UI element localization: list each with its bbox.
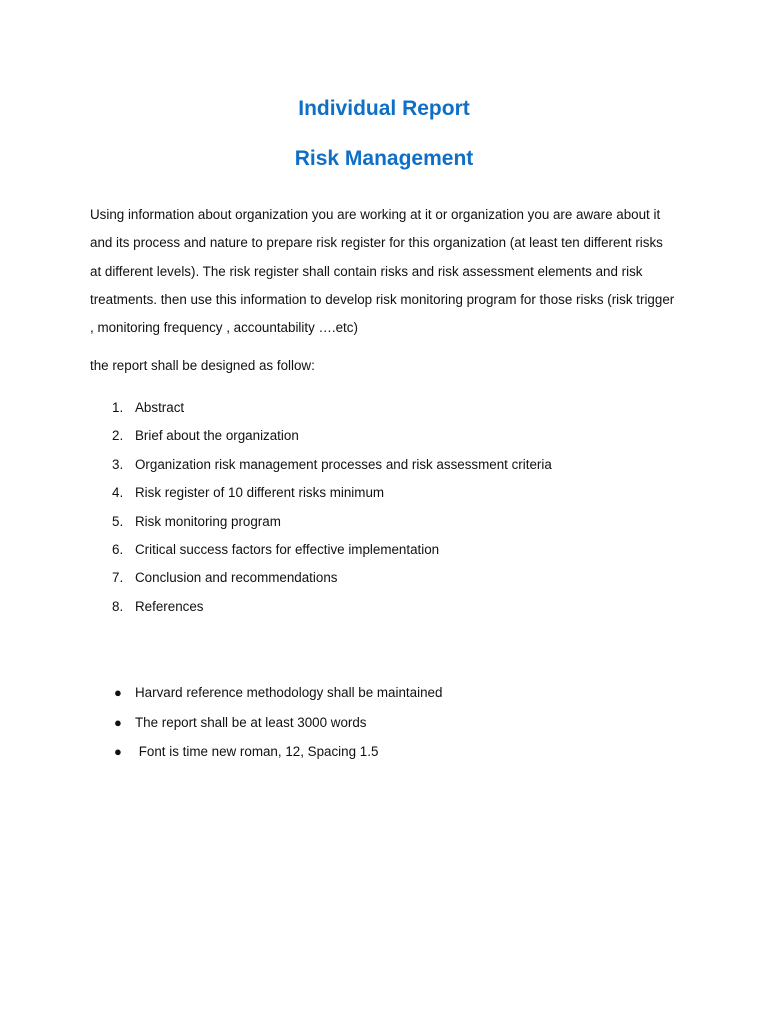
list-item — [90, 682, 690, 712]
list-item-text: Risk register of 10 different risks minimum — [135, 485, 385, 501]
list-number: 2. — [112, 428, 124, 444]
bullet-icon: ● — [114, 744, 122, 759]
list-number: 5. — [112, 513, 124, 529]
list-number: 7. — [112, 570, 124, 586]
body-paragraph: Using information about organization you are working at it or organization you are aware about it and its process and nature to prepare risk register for this organization (at least ten different risks at different levels). The risk register shall contain risks and risk assessment elements and risk treatments. then use this information to develop risk monitoring program for those risks (risk trigger , monitoring frequency , accountability ….etc) — [90, 207, 675, 336]
list-number: 1. — [112, 400, 124, 415]
list-item-text: Abstract — [135, 400, 185, 415]
list-item-text: Conclusion and recommendations — [135, 570, 338, 586]
list-item — [90, 482, 690, 510]
list-item-text: Font is time new roman, 12, Spacing 1.5 — [135, 744, 379, 759]
list-item-text: Brief about the organization — [135, 428, 299, 444]
list-item — [90, 596, 690, 624]
list-number: 6. — [112, 541, 124, 557]
bullet-icon: ● — [114, 685, 122, 700]
list-item — [90, 454, 690, 482]
list-item — [90, 539, 690, 567]
report-sections-list — [90, 397, 690, 624]
list-item-text: Harvard reference methodology shall be maintained — [135, 685, 443, 700]
list-item — [90, 511, 690, 539]
list-item-text: Risk monitoring program — [135, 513, 281, 529]
page-title: Individual Report — [298, 97, 470, 120]
requirements-list — [90, 682, 690, 771]
list-item — [90, 425, 690, 453]
bullet-icon: ● — [114, 714, 122, 730]
list-item — [90, 712, 690, 742]
structure-intro: the report shall be designed as follow: — [90, 358, 315, 373]
list-number: 3. — [112, 456, 124, 472]
list-number: 8. — [112, 598, 124, 614]
list-item-text: Critical success factors for effective implementation — [135, 541, 440, 557]
list-item — [90, 567, 690, 595]
list-item-text: References — [135, 598, 204, 614]
list-item-text: Organization risk management processes and risk assessment criteria — [135, 456, 552, 472]
list-number: 4. — [112, 485, 124, 501]
list-item-text: The report shall be at least 3000 words — [135, 714, 367, 730]
list-item — [90, 397, 690, 425]
page-subtitle: Risk Management — [294, 147, 474, 170]
list-item — [90, 741, 690, 771]
